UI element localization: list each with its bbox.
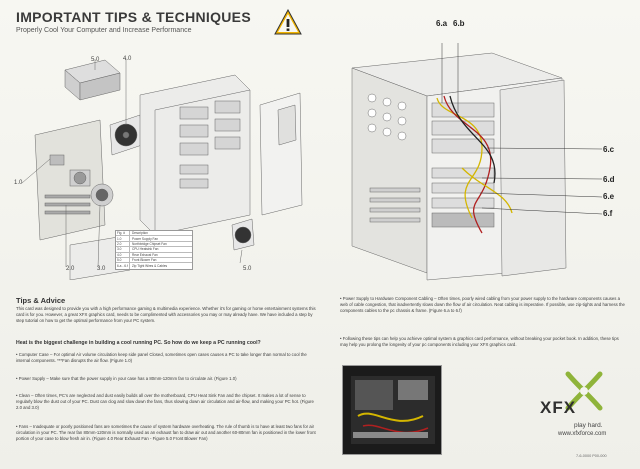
tip-clean: • Clean – Often times, PC's are neglected and dust easily builds all over the motherboard, CPU Heat Sink Fan and the chipset. It makes a lot of sense to regularly blow the dust out of your PC. Dust can clog and slow down the fans, thus slowing down air circulation and air-flow, and making your PC hot. (Figure 2.0 and 3.0) <box>16 393 314 410</box>
page-title: IMPORTANT TIPS & TECHNIQUES <box>16 9 251 25</box>
tips-intro: This card was designed to provide you with a high performance gaming & multimedia experience. Whether it's for gaming or home entertainment systems this card is for you. However, a great XFX graphics card, needs to be complimented with accessories you may or may already have. We have included a step by step tutorial on how to get the optimal performance from your PC system. <box>16 306 316 323</box>
page-subtitle: Properly Cool Your Computer and Increase Performance <box>16 27 192 34</box>
callout-label: 6.a <box>436 19 448 28</box>
figure-legend <box>115 230 193 270</box>
fig-label: 4.0 <box>123 56 132 62</box>
legend-row: 1.0 Power Supply Fan <box>116 236 192 241</box>
callout-label: 6.c <box>603 145 615 154</box>
callout-label: 6.b <box>453 19 465 28</box>
tips-heading: Tips & Advice <box>16 296 66 305</box>
legend-header: Fig. # Description <box>116 231 192 236</box>
fig-label: 3.0 <box>97 266 106 272</box>
fig-label: 1.0 <box>14 180 23 186</box>
brand-url[interactable]: www.xfxforce.com <box>558 431 607 437</box>
callout-label: 6.f <box>603 209 613 218</box>
fig-label: 5.0 <box>243 266 252 272</box>
legend-row: 5.0 Front Blower Fan <box>116 258 192 263</box>
tip-power-supply: • Power Supply – Make sure that the power supply in your case has a 80mm-120mm fan to circulate air. (Figure 1.0) <box>16 376 237 381</box>
product-code: 7-6-0000 P00-000 <box>576 454 607 458</box>
tip-cabling: • Power Supply to Hardware Component Cabling – Often times, poorly wired cabling from your power supply to the hardware components causes a web of cable congestion, that inadvertently slows down the flow of air circulation. Neat cabling is imperative. If possible, use zip-tights and harness the components cables to the pc chassis & frame. (Figure 6.a to 6.f) <box>340 296 625 313</box>
legend-row: 6.a - 6.f Zip Tight Wires & Cables <box>117 264 168 269</box>
tip-summary: • Following these tips can help you achieve optimal system & graphics card performance, without breaking your pocket book. In addition, these tips may help you prolong the longevity of your pc components including your XFX graphics card. <box>340 336 619 347</box>
tip-computer-case: • Computer Case – For optimal Air volume circulation keep side panel Closed, sometimes open cases causes a PC to take longer than normal to cool the internal components. ***Fan disrupts the air flow. (Figure 1.0) <box>16 352 307 363</box>
callout-label: 6.d <box>603 175 615 184</box>
case-photo <box>342 365 442 455</box>
legend-row: 2.0 Northbridge Chipset Fan <box>116 242 192 247</box>
case-cabling-diagram <box>332 18 632 283</box>
callout-label: 6.e <box>603 192 615 201</box>
legend-row: 4.0 Rear Exhaust Fan <box>116 253 192 258</box>
tip-fans: • Fans – Inadequate or poorly positioned fans are sometimes the cause of system hardware overheating. The rule of thumb is to have at least two fans for air circulation in your PC. The rear fan 80mm-120mm is normally used as an exhaust fan to draw air out and another 60-80mm fan is positioned in the lower front portion of your case to blow fresh air in. (Figure 4.0 Rear Exhaust Fan - Figure 5.0 Front Blower Fan) <box>16 424 316 441</box>
fig-label: 2.0 <box>66 266 75 272</box>
brand-name: XFX <box>540 398 577 417</box>
fig-label: 5.0 <box>91 57 100 63</box>
legend-row: 3.0 CPU Heatsink Fan <box>116 247 192 252</box>
tips-question: Heat is the biggest challenge in building a cool running PC. So how do we keep a PC running cool? <box>16 340 261 346</box>
brand-tagline: play hard. <box>574 422 603 429</box>
warning-icon <box>274 9 302 35</box>
